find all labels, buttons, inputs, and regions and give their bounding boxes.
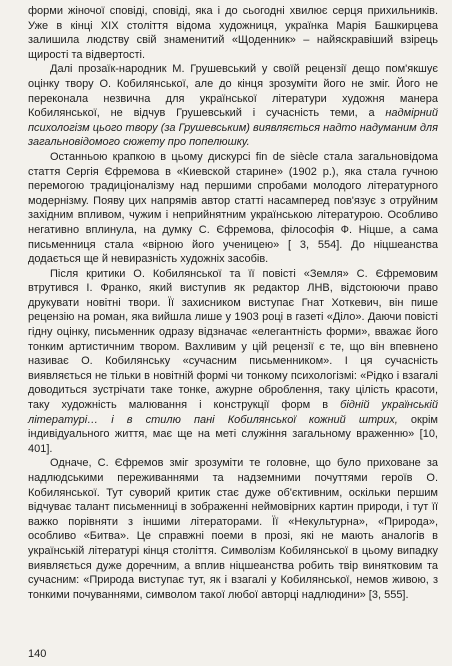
page-number: 140 [28,648,47,660]
text-segment: Одначе, С. Єфремов зміг зрозуміти те головне, що було приховане за надлюдськими переживаннями та надземними почуттями героїв О. Кобилянської. Тут суворий критик стає дуже об'єктивним, оскільки першим відчуває талант письменниці в зображенні неймовірних картин природи, і тут її важко порівняти з іншими літераторами. Її «Некультурна», «Природа», особливо «Битва». Це справжні поеми в прозі, які не мають аналогів в українській літературі кінця століття. Символізм Кобилянської в цьому випадку виявляється дуже доречним, а вплив ніцшеанства робить твір винятковим та сучасним: «Природа виступає тут, як і взагалі у Кобилянської, немов живою, з тонкими почуваннями, символом такої любої авторці надлюдини» [3, 555]. [28,457,438,601]
text-segment: Після критики О. Кобилянської та її повісті «Земля» С. Єфремовим втрутився І. Франко, який виступив як редактор ЛНВ, відстоюючи право друкувати новітні твори. Її захисником виступає Гнат Хоткевич, він пише рецензію на роман, яка вийшла лише у 1903 році в газеті «Діло». Даючи повісті гідну оцінку, письменник одразу відзначає «елегантність форми», вважає його тонким артистичним твором. Вахливим у цій рецензії є те, що він впевнено називає О. Кобилянську «сучасним письменником». І ця сучасність виявляється не тільки в новітній формі чи тонкому психологізмі: «Рідко і взагалі доводиться зустрічати таке тонке, ажурне оброблення, таку цілість красоти, таку художність малювання і конструкції форм в [28,267,438,412]
paragraph [28,4,438,62]
text-segment: Далі прозаїк-народник М. Грушевський у своїй рецензії дещо пом'якшує оцінку твору О. Кобилянської, але до кінця зрозуміти його не зміг. Його не переконала незвична для української літератури художня манера Кобилянської, не відчув Грушевський і сучасність теми, а [28,63,438,120]
text-segment: Останньою крапкою в цьому дискурсі fin de siècle стала загальновідома стаття Сергія Єфремова в «Киевской старине» (1902 р.), яка стала гучною перемогою традиціоналізму над першими спробами молодого літературного модернізму. Появу цих напрямів автор статті насамперед пов'язує з отруйним західним впливом, чужим і неприйнятним українською літературою. Особливо негативно вплинула, на думку С. Єфремова, філософія Ф. Ніцше, а сама письменниця стала «вірною його ученицею» [ 3, 554]. До ніцшеанства додається ще й невиразність художніх засобів. [28,150,438,266]
body-text [28,4,438,602]
text-segment: форми жіночої сповіді, сповіді, яка і до сьогодні хвилює серця прихильників. Уже в кінці XIX століття відома художниця, українка Марія Башкирцева залишила людству свій знаменитий «Щоденник» – найяскравіший взірець щирості та відвертості. [28,5,438,61]
italic-text: бідній українській літературі… і в стилю пані Кобилянської кожний штрих, [28,399,438,426]
paragraph [28,267,438,457]
text-segment: окрім індивідуального життя, має ще на меті служіння загальному враженню» [10, 401]. [28,413,438,455]
paragraph [28,150,438,267]
paragraph [28,456,438,602]
italic-text: надмірний психологізм цього твору (за Грушевським) виявляється надто надуманим для загальновідомого сюжету про попелюшку. [28,107,438,149]
paragraph [28,62,438,150]
